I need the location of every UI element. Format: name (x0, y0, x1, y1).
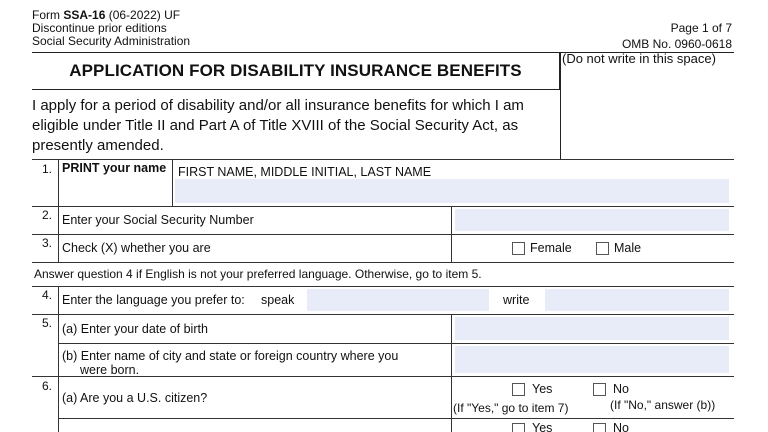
omb-number: OMB No. 0960-0618 (621, 37, 732, 51)
form-header-right (622, 20, 732, 52)
discontinue-note: Discontinue prior editions (32, 21, 167, 35)
next-no-checkbox[interactable] (593, 423, 606, 432)
ssn-label: Enter your Social Security Number (62, 213, 254, 227)
office-use-note: (Do not write in this space) (562, 51, 716, 66)
divider (451, 314, 452, 432)
divider (58, 159, 59, 206)
female-checkbox[interactable] (512, 242, 525, 255)
divider (32, 159, 734, 160)
birthplace-field[interactable] (455, 346, 729, 373)
next-yes-label: Yes (532, 421, 553, 432)
intro-statement: I apply for a period of disability and/or all insurance benefits for which I am eligible under Title II and Part A of Title XVIII of the Social Security Act, as presently amended. (32, 97, 524, 154)
name-sublabel: FIRST NAME, MIDDLE INITIAL, LAST NAME (178, 165, 432, 179)
divider (451, 206, 452, 262)
dob-field[interactable] (455, 317, 729, 340)
sex-label: Check (X) whether you are (62, 241, 211, 255)
name-label: PRINT your name (62, 161, 167, 175)
language-label: Enter the language you prefer to: (62, 293, 245, 307)
citizen-yes-note: (If "Yes," go to item 7) (453, 401, 569, 415)
divider (32, 314, 734, 315)
language-instruction: Answer question 4 if English is not your preferred language. Otherwise, go to item 5. (34, 267, 482, 281)
item-number: 5. (41, 316, 52, 330)
citizen-no-note: (If "No," answer (b)) (610, 398, 716, 412)
page-number: Page 1 of 7 (670, 21, 732, 35)
dob-label: (a) Enter your date of birth (62, 322, 208, 336)
citizen-yes-label: Yes (532, 382, 553, 396)
citizen-no-label: No (613, 382, 629, 396)
item-number: 2. (41, 208, 52, 222)
female-label: Female (530, 241, 572, 255)
title-box (32, 52, 560, 90)
agency-name: Social Security Administration (32, 34, 191, 48)
item-number: 4. (41, 288, 52, 302)
speak-label: speak (261, 293, 295, 307)
divider (32, 234, 734, 235)
divider (32, 262, 734, 263)
office-use-box (560, 52, 734, 160)
divider (58, 206, 59, 262)
divider (32, 206, 734, 207)
male-checkbox[interactable] (596, 242, 609, 255)
divider (58, 286, 59, 432)
male-label: Male (614, 241, 642, 255)
write-language-field[interactable] (545, 289, 729, 311)
citizen-no-checkbox[interactable] (593, 383, 606, 396)
form-number: Form SSA-16 (06-2022) UF (32, 8, 181, 22)
citizen-label: (a) Are you a U.S. citizen? (62, 391, 208, 405)
ssn-field[interactable] (455, 209, 729, 231)
item-number: 6. (41, 379, 52, 393)
birthplace-label-cont: were born. (80, 363, 140, 377)
divider (32, 286, 734, 287)
next-yes-checkbox[interactable] (512, 423, 525, 432)
form-title: APPLICATION FOR DISABILITY INSURANCE BENEFITS (69, 61, 522, 80)
divider (58, 418, 734, 419)
speak-language-field[interactable] (307, 289, 489, 311)
divider (172, 159, 173, 206)
form-header-left (32, 9, 190, 48)
citizen-yes-checkbox[interactable] (512, 383, 525, 396)
next-no-label: No (613, 421, 629, 432)
name-field[interactable] (175, 179, 729, 203)
write-label: write (503, 293, 530, 307)
divider (58, 343, 734, 344)
item-number: 1. (41, 162, 52, 176)
item-number: 3. (41, 236, 52, 250)
birthplace-label: (b) Enter name of city and state or foreign country where you (62, 349, 399, 363)
